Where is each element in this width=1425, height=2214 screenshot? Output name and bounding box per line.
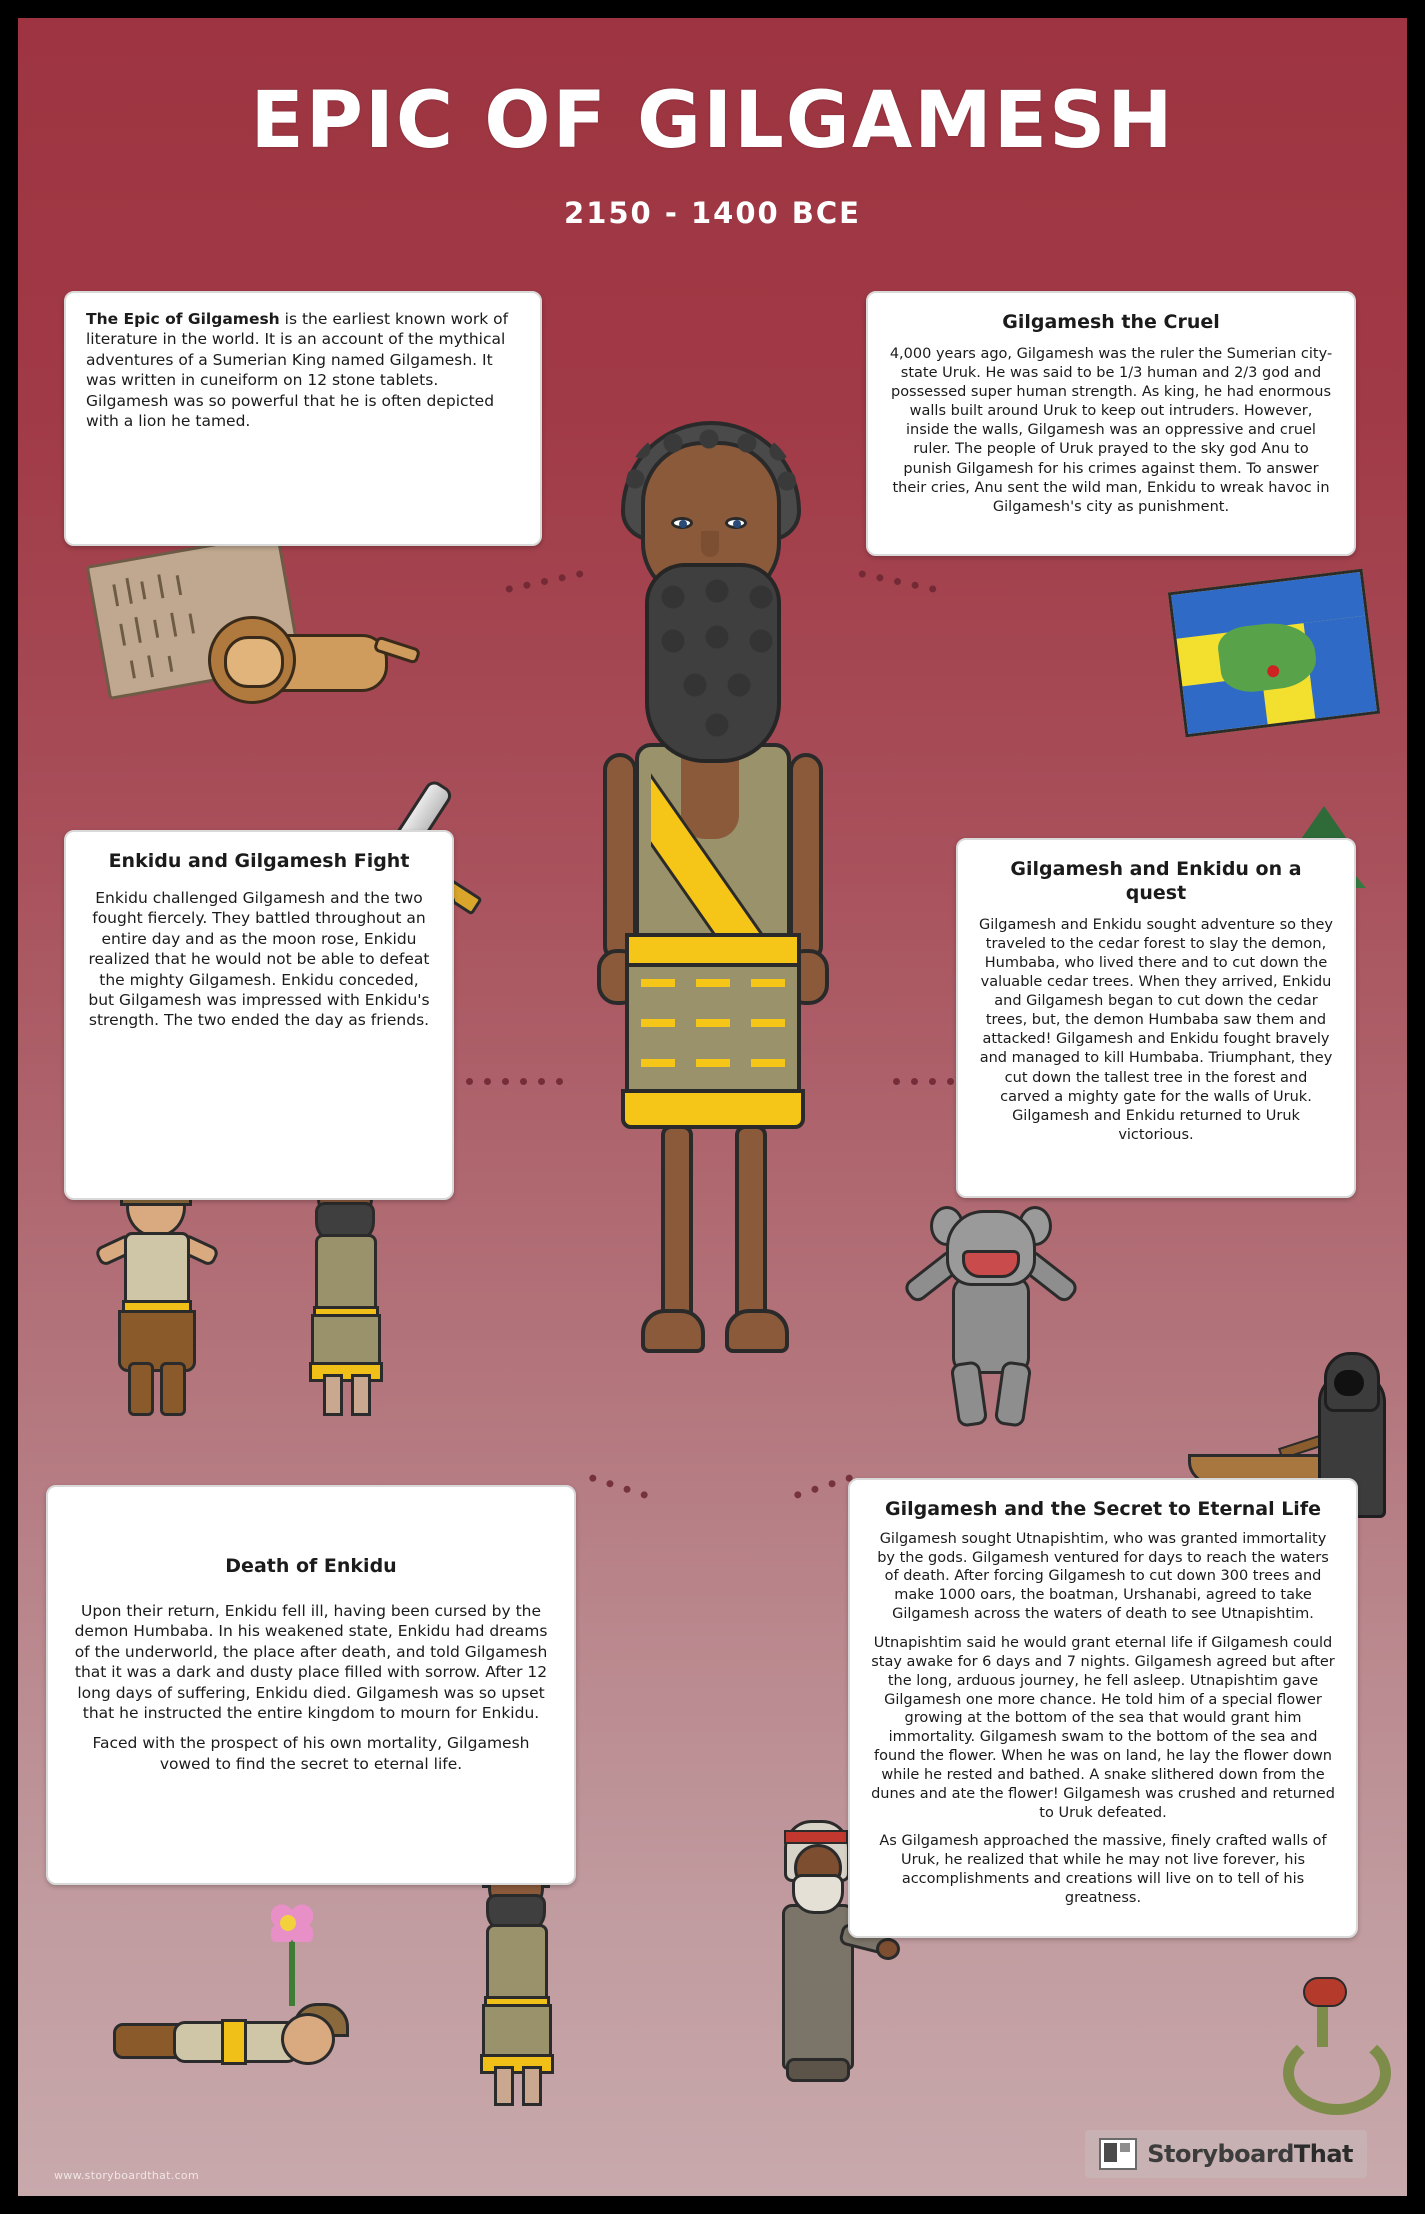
card-eternal-body-1: Gilgamesh sought Utnapishtim, who was granted immortality by the gods. Gilgamesh ventured for days to reach the waters of death. After forcing Gilgamesh to cut down 300 trees and make 1000 oars, the boatman, Urshanabi, agreed to take Gilgamesh across the waters of death to see Utnapishtim. [877,1530,1329,1623]
lion-illustration [208,608,388,700]
gilgamesh-right-pupil [733,520,741,528]
gilgamesh-small-hem [309,1362,383,1382]
gilgamesh-main-illustration [563,413,863,1453]
card-death-body-1: Upon their return, Enkidu fell ill, having been cursed by the demon Humbaba. In his weakened state, Enkidu had dreams of the underworld, the place after death, and told Gilgamesh that it was a dark and dusty place filled with sorrow. After 12 long days of suffering, Enkidu died. Gilgamesh was so upset that he instructed the entire kingdom to mourn for Enkidu. [74,1601,548,1723]
gilgamesh-left-arm [603,753,637,963]
gilgamesh-right-shoe [725,1309,789,1353]
card-eternal-title: Gilgamesh and the Secret to Eternal Life [885,1498,1321,1520]
page-subtitle: 2150 - 1400 BCE [564,196,861,230]
card-death-title: Death of Enkidu [225,1555,397,1577]
grieving-left-leg [494,2066,514,2106]
gilgamesh-skirt-pattern [641,979,785,1083]
utnapishtim-headband [784,1830,848,1844]
card-death-body-2: Faced with the prospect of his own mortality, Gilgamesh vowed to find the secret to eternal life. [92,1734,530,1773]
enkidu-left-leg [128,1362,154,1416]
logo-text-primary: Storyboard [1147,2140,1294,2168]
gilgamesh-hair-curls [625,427,797,507]
card-fight-title: Enkidu and Gilgamesh Fight [108,850,410,872]
dead-enkidu-illustration [113,1973,363,2103]
poster-canvas [18,18,1407,2196]
card-eternal-body-2: Utnapishtim said he would grant eternal life if Gilgamesh could stay awake for 6 days and 7 nights. Gilgamesh agreed but after the long, arduous journey, he fell asleep. Utnapishtim gave Gilgamesh one more chance. He told him of a special flower growing at the bottom of the sea that would grant him immortality. Gilgamesh swam to the bottom of the sea and found the flower. When he was on land, he lay the flower down while he rested and bathed. A snake slithered down from the dunes and ate the flower! Gilgamesh was crushed and returned to Uruk defeated. [871,1634,1335,1821]
storyboardthat-logo[interactable] [1085,2130,1367,2178]
card-quest-title: Gilgamesh and Enkidu on a quest [1010,858,1302,904]
gilgamesh-skirt-hem [621,1089,805,1129]
flower-illustration [263,1898,323,2008]
card-death-of-enkidu [46,1485,576,1885]
flower-center [280,1915,296,1931]
gilgamesh-left-shoe [641,1309,705,1353]
logo-text-secondary: That [1293,2140,1353,2168]
mesopotamia-map-illustration [1168,569,1380,738]
reaper-face [1334,1370,1364,1396]
connector-dots [466,1078,563,1085]
connector-dots [858,570,937,593]
card-intro-lead: The Epic of Gilgamesh [86,310,280,328]
gilgamesh-small-body [315,1234,377,1316]
humbaba-illustration [898,1198,1078,1438]
card-intro-body: is the earliest known work of literature in the world. It is an account of the mythical adventures of a Sumerian King named Gilgamesh. It was written in cuneiform on 12 stone tablets. Gilgamesh was so powerful that he is often depicted with a lion he tamed. [86,310,509,431]
gilgamesh-small-left-leg [323,1374,343,1416]
card-quest-body: Gilgamesh and Enkidu sought adventure so they traveled to the cedar forest to slay the demon, Humbaba, who lived there and to cut down the valuable cedar trees. When they arrived, Enkidu and Gilgamesh began to cut down the cedar trees, but, the demon Humbaba saw them and attacked! Gilgamesh and Enkidu fought bravely and managed to kill Humbaba. Triumphant, they cut down the tallest tree in the forest and carved a mighty gate for the walls of Uruk. Gilgamesh and Enkidu returned to Uruk victorious. [979,916,1333,1143]
gilgamesh-beard [645,563,781,763]
utnapishtim-beard [792,1874,844,1914]
humbaba-mouth [962,1250,1020,1278]
lion-head [224,636,284,688]
snake-coil [1283,2031,1391,2115]
gilgamesh-left-pupil [679,520,687,528]
dead-enkidu-head [281,2013,335,2065]
dead-enkidu-belt [221,2019,247,2065]
utnapishtim-feet [786,2058,850,2082]
footer-url[interactable]: www.storyboardthat.com [54,2169,199,2182]
card-cruel-body: 4,000 years ago, Gilgamesh was the ruler the Sumerian city-state Uruk. He was said to be 1/3 human and 2/3 god and possessed super human strength. As king, he had enormous walls built around Uruk to keep out intruders. However, inside the walls, Gilgamesh was an oppressive and cruel ruler. The people of Uruk prayed to the sky god Anu to punish Gilgamesh for his crimes against them. To answer their cries, Anu sent the wild man, Enkidu to wreak havoc in Gilgamesh's city as punishment. [889,345,1333,515]
gilgamesh-nose [701,531,719,557]
card-intro [64,291,542,546]
gilgamesh-belt [625,933,801,967]
gilgamesh-sash-band [651,759,765,939]
card-gilgamesh-the-cruel [866,291,1356,556]
snake-head [1303,1977,1347,2007]
gilgamesh-left-leg [661,1125,693,1325]
humbaba-body [952,1276,1030,1374]
gilgamesh-sash [651,749,771,939]
card-eternal-body-3: As Gilgamesh approached the massive, finely crafted walls of Uruk, he realized that while he may not live forever, his accomplishments and creations will live on to tell of his greatness. [879,1833,1327,1906]
connector-dots [588,1474,648,1500]
gilgamesh-small-right-leg [351,1374,371,1416]
card-quest [956,838,1356,1198]
grieving-hem [480,2054,554,2074]
enkidu-right-leg [160,1362,186,1416]
card-intro-text [86,309,520,432]
grieving-right-leg [522,2066,542,2106]
storyboard-logo-icon [1099,2138,1137,2170]
grieving-body [486,1924,548,2006]
card-cruel-title: Gilgamesh the Cruel [1002,311,1220,333]
page-title: EPIC OF GILGAMESH [250,76,1175,166]
card-fight-body: Enkidu challenged Gilgamesh and the two fought fiercely. They battled throughout an entire day and as the moon rose, Enkidu realized that he would not be able to defeat the mighty Gilgamesh. Enkidu conceded, but Gilgamesh was impressed with Enkidu's strength. The two ended the day as friends. [88,888,430,1030]
gilgamesh-right-arm [789,753,823,963]
logo-text [1147,2140,1353,2168]
snake-illustration [1273,1973,1383,2103]
card-enkidu-gilgamesh-fight [64,830,454,1200]
utnapishtim-hand [876,1938,900,1960]
gilgamesh-right-leg [735,1125,767,1325]
connector-dots [793,1474,853,1500]
card-secret-to-eternal-life [848,1478,1358,1938]
